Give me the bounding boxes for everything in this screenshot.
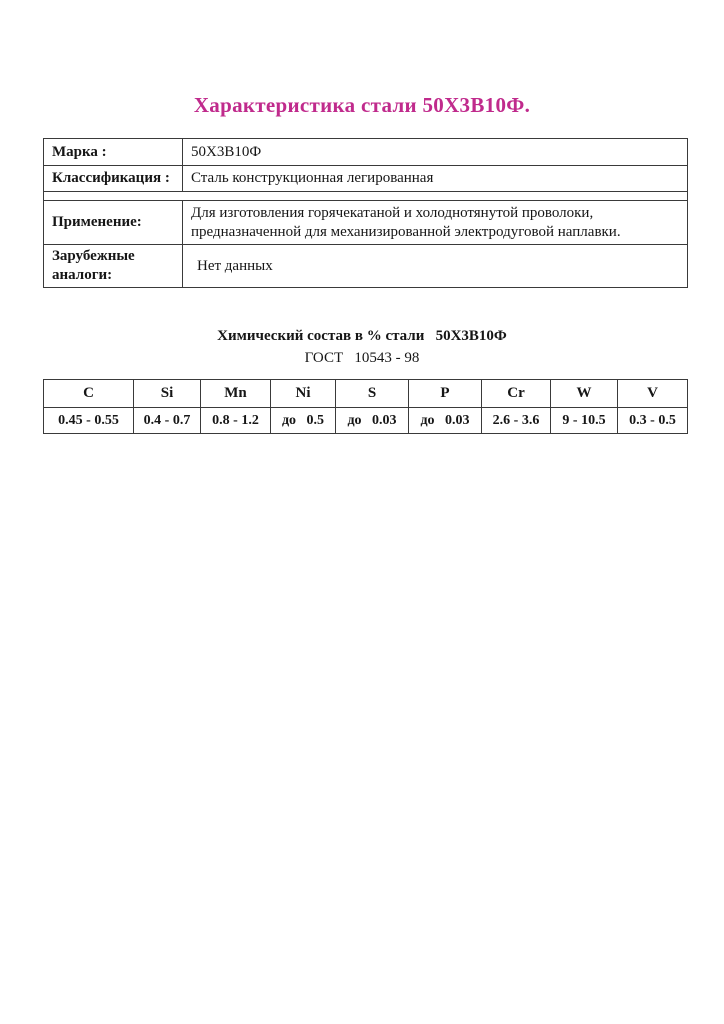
chem-section-heading	[0, 327, 724, 368]
marka-label: Марка :	[44, 139, 183, 166]
chem-header-mn: Mn	[201, 380, 271, 408]
page-title: Характеристика стали 50Х3В10Ф.	[193, 93, 531, 117]
table-row-foreign-analogs	[44, 245, 688, 288]
table-row-marka	[44, 139, 688, 166]
foreign-analogs-value: Нет данных	[183, 245, 688, 288]
chem-section-gost: ГОСТ 10543 - 98	[304, 350, 420, 366]
chem-section-title: Химический состав в % стали 50Х3В10Ф	[217, 328, 507, 344]
application-value	[183, 201, 688, 245]
spacer-cell	[44, 192, 688, 201]
chem-value-si: 0.4 - 0.7	[134, 408, 201, 434]
chem-header-w: W	[551, 380, 618, 408]
table-row-spacer	[44, 192, 688, 201]
foreign-analogs-label: Зарубежные аналоги:	[44, 245, 183, 288]
chem-value-p: до 0.03	[409, 408, 482, 434]
table-row-application	[44, 201, 688, 245]
chem-header-row	[44, 380, 688, 408]
chem-header-c: C	[44, 380, 134, 408]
application-value-line2: предназначенной для механизированной электродуговой наплавки.	[191, 223, 621, 240]
chem-value-cr: 2.6 - 3.6	[482, 408, 551, 434]
chem-value-ni: до 0.5	[271, 408, 336, 434]
table-row-classification	[44, 166, 688, 192]
chem-values-row	[44, 408, 688, 434]
marka-value: 50Х3В10Ф	[183, 139, 688, 166]
chem-value-v: 0.3 - 0.5	[618, 408, 688, 434]
classification-value: Сталь конструкционная легированная	[183, 166, 688, 192]
classification-label: Классификация :	[44, 166, 183, 192]
chem-header-v: V	[618, 380, 688, 408]
steel-info-table	[43, 138, 688, 288]
chem-header-si: Si	[134, 380, 201, 408]
chem-header-p: P	[409, 380, 482, 408]
chem-value-w: 9 - 10.5	[551, 408, 618, 434]
application-label: Применение:	[44, 201, 183, 245]
chemical-composition-table	[43, 379, 688, 434]
chem-value-c: 0.45 - 0.55	[44, 408, 134, 434]
chem-value-mn: 0.8 - 1.2	[201, 408, 271, 434]
chem-header-ni: Ni	[271, 380, 336, 408]
chem-header-cr: Cr	[482, 380, 551, 408]
chem-value-s: до 0.03	[336, 408, 409, 434]
application-value-line1: Для изготовления горячекатаной и холоднотянутой проволоки,	[191, 204, 594, 221]
chem-header-s: S	[336, 380, 409, 408]
